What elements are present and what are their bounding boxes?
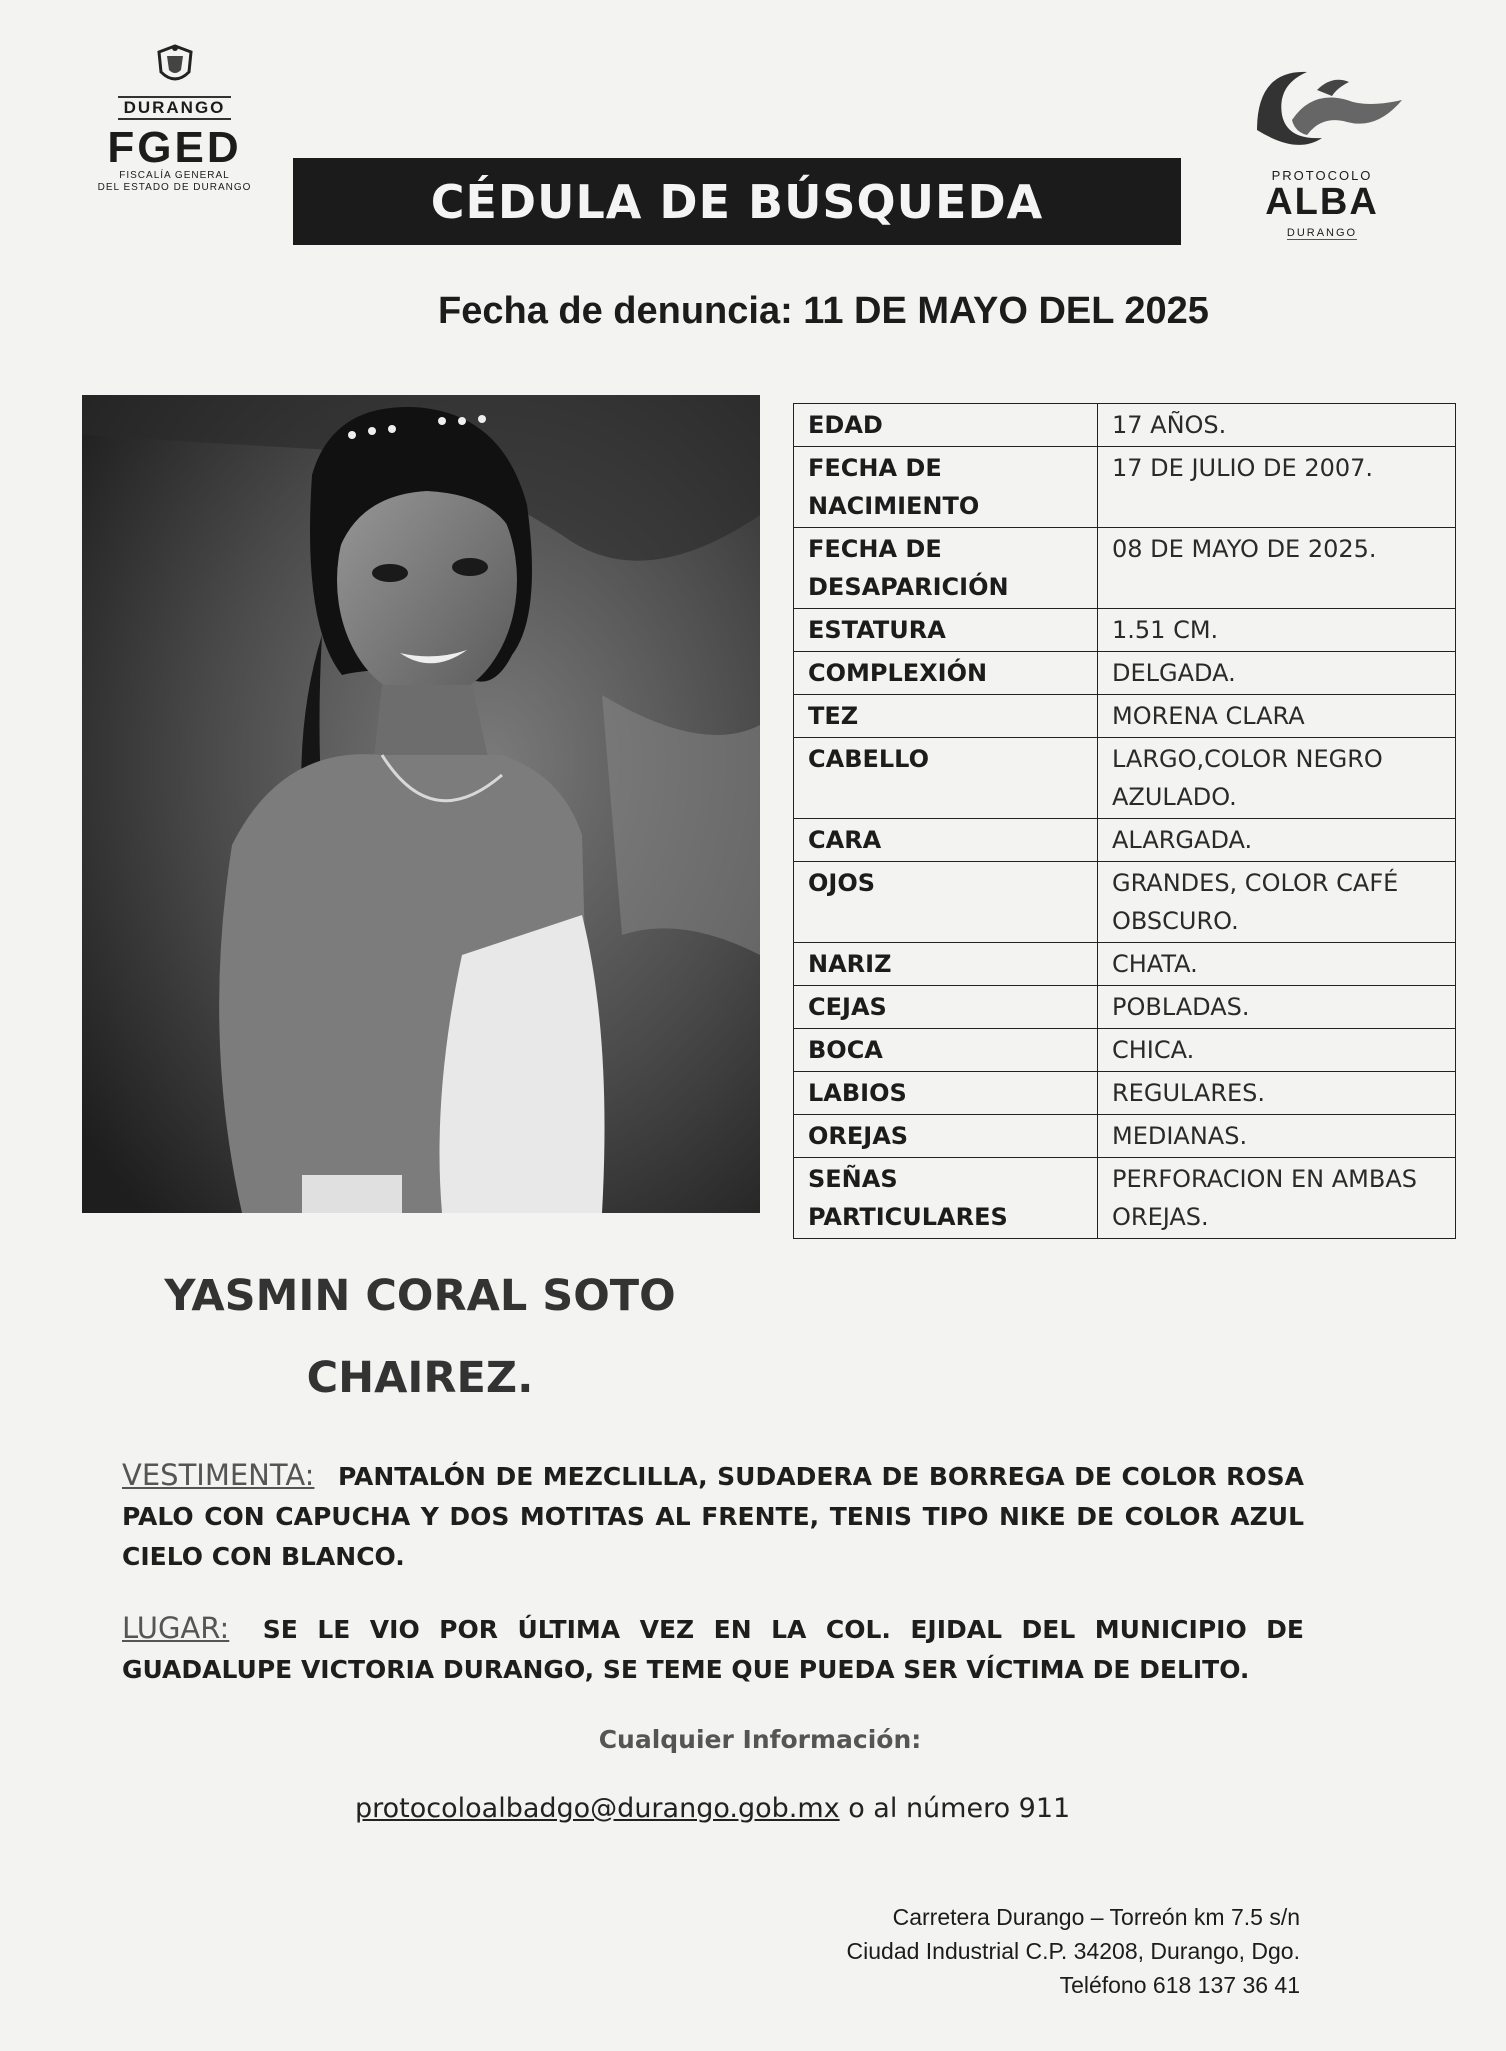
detail-value: MEDIANAS. [1098,1115,1456,1158]
person-name [130,1255,710,1419]
detail-key: CARA [794,819,1098,862]
detail-value: GRANDES, COLOR CAFÉ OBSCURO. [1098,862,1456,943]
fged-subtitle-1: FISCALÍA GENERAL [119,170,230,181]
alba-city: DURANGO [1286,227,1358,239]
place-paragraph [122,1608,1304,1690]
detail-value: 17 DE JULIO DE 2007. [1098,447,1456,528]
clothing-text: PANTALÓN DE MEZCLILLA, SUDADERA DE BORREGA DE COLOR ROSA PALO CON CAPUCHA Y DOS MOTITAS AL FRENTE, TENIS TIPO NIKE DE COLOR AZUL CIELO CON BLANCO. [122,1462,1304,1571]
detail-value: 1.51 CM. [1098,609,1456,652]
detail-key: FECHA DE NACIMIENTO [794,447,1098,528]
detail-key: ESTATURA [794,609,1098,652]
clothing-label: VESTIMENTA: [122,1458,315,1492]
details-row [794,528,1456,609]
details-row [794,1115,1456,1158]
fged-subtitle-2: DEL ESTADO DE DURANGO [97,182,252,193]
details-row [794,404,1456,447]
detail-value: LARGO,COLOR NEGRO AZULADO. [1098,738,1456,819]
detail-key: CABELLO [794,738,1098,819]
detail-value: POBLADAS. [1098,986,1456,1029]
detail-key: OREJAS [794,1115,1098,1158]
detail-value: 17 AÑOS. [1098,404,1456,447]
detail-key: LABIOS [794,1072,1098,1115]
person-name-line-2: CHAIREZ. [306,1353,534,1403]
address-line-1: Carretera Durango – Torreón km 7.5 s/n [892,1904,1300,1930]
detail-key: FECHA DE DESAPARICIÓN [794,528,1098,609]
alba-waves-icon [1237,60,1407,160]
contact-line [355,1793,1175,1824]
detail-value: DELGADA. [1098,652,1456,695]
info-label: Cualquier Información: [598,1725,922,1754]
detail-value: MORENA CLARA [1098,695,1456,738]
detail-key: TEZ [794,695,1098,738]
alba-name: ALBA [1265,181,1379,223]
detail-value: PERFORACION EN AMBAS OREJAS. [1098,1158,1456,1239]
address-block [800,1900,1300,2002]
address-line-3: Teléfono 618 137 36 41 [1059,1972,1300,1998]
address-line-2: Ciudad Industrial C.P. 34208, Durango, Dgo. [846,1938,1300,1964]
clothing-paragraph [122,1455,1304,1577]
detail-value: CHICA. [1098,1029,1456,1072]
detail-value: REGULARES. [1098,1072,1456,1115]
details-row [794,447,1456,528]
detail-key: BOCA [794,1029,1098,1072]
missing-person-photo [82,395,760,1213]
details-row [794,738,1456,819]
detail-key: NARIZ [794,943,1098,986]
detail-value: 08 DE MAYO DE 2025. [1098,528,1456,609]
details-row [794,609,1456,652]
alba-logo [1232,60,1412,250]
detail-key: SEÑAS PARTICULARES [794,1158,1098,1239]
detail-value: CHATA. [1098,943,1456,986]
detail-key: EDAD [794,404,1098,447]
details-row [794,695,1456,738]
report-date: Fecha de denuncia: 11 DE MAYO DEL 2025 [438,290,1209,332]
fged-acronym: FGED [107,123,242,172]
fged-logo [62,42,287,207]
details-row [794,1158,1456,1239]
detail-value: ALARGADA. [1098,819,1456,862]
details-table [793,403,1456,1239]
details-row [794,819,1456,862]
place-text: SE LE VIO POR ÚLTIMA VEZ EN LA COL. EJIDAL DEL MUNICIPIO DE GUADALUPE VICTORIA DURANGO, SE TEME QUE PUEDA SER VÍCTIMA DE DELITO. [122,1615,1304,1684]
contact-phone-text: o al número 911 [839,1793,1071,1824]
place-label: LUGAR: [122,1611,230,1645]
details-row [794,652,1456,695]
detail-key: OJOS [794,862,1098,943]
detail-key: CEJAS [794,986,1098,1029]
details-row [794,1072,1456,1115]
fged-state: DURANGO [118,96,232,120]
details-row [794,862,1456,943]
person-name-line-1: YASMIN CORAL SOTO [164,1271,676,1321]
coat-of-arms-icon [153,42,197,88]
contact-email-link[interactable]: protocoloalbadgo@durango.gob.mx [355,1793,840,1824]
detail-key: COMPLEXIÓN [794,652,1098,695]
details-row [794,986,1456,1029]
alba-protocol: PROTOCOLO [1271,168,1373,183]
details-row [794,943,1456,986]
details-row [794,1029,1456,1072]
page-title: CÉDULA DE BÚSQUEDA [293,158,1181,245]
